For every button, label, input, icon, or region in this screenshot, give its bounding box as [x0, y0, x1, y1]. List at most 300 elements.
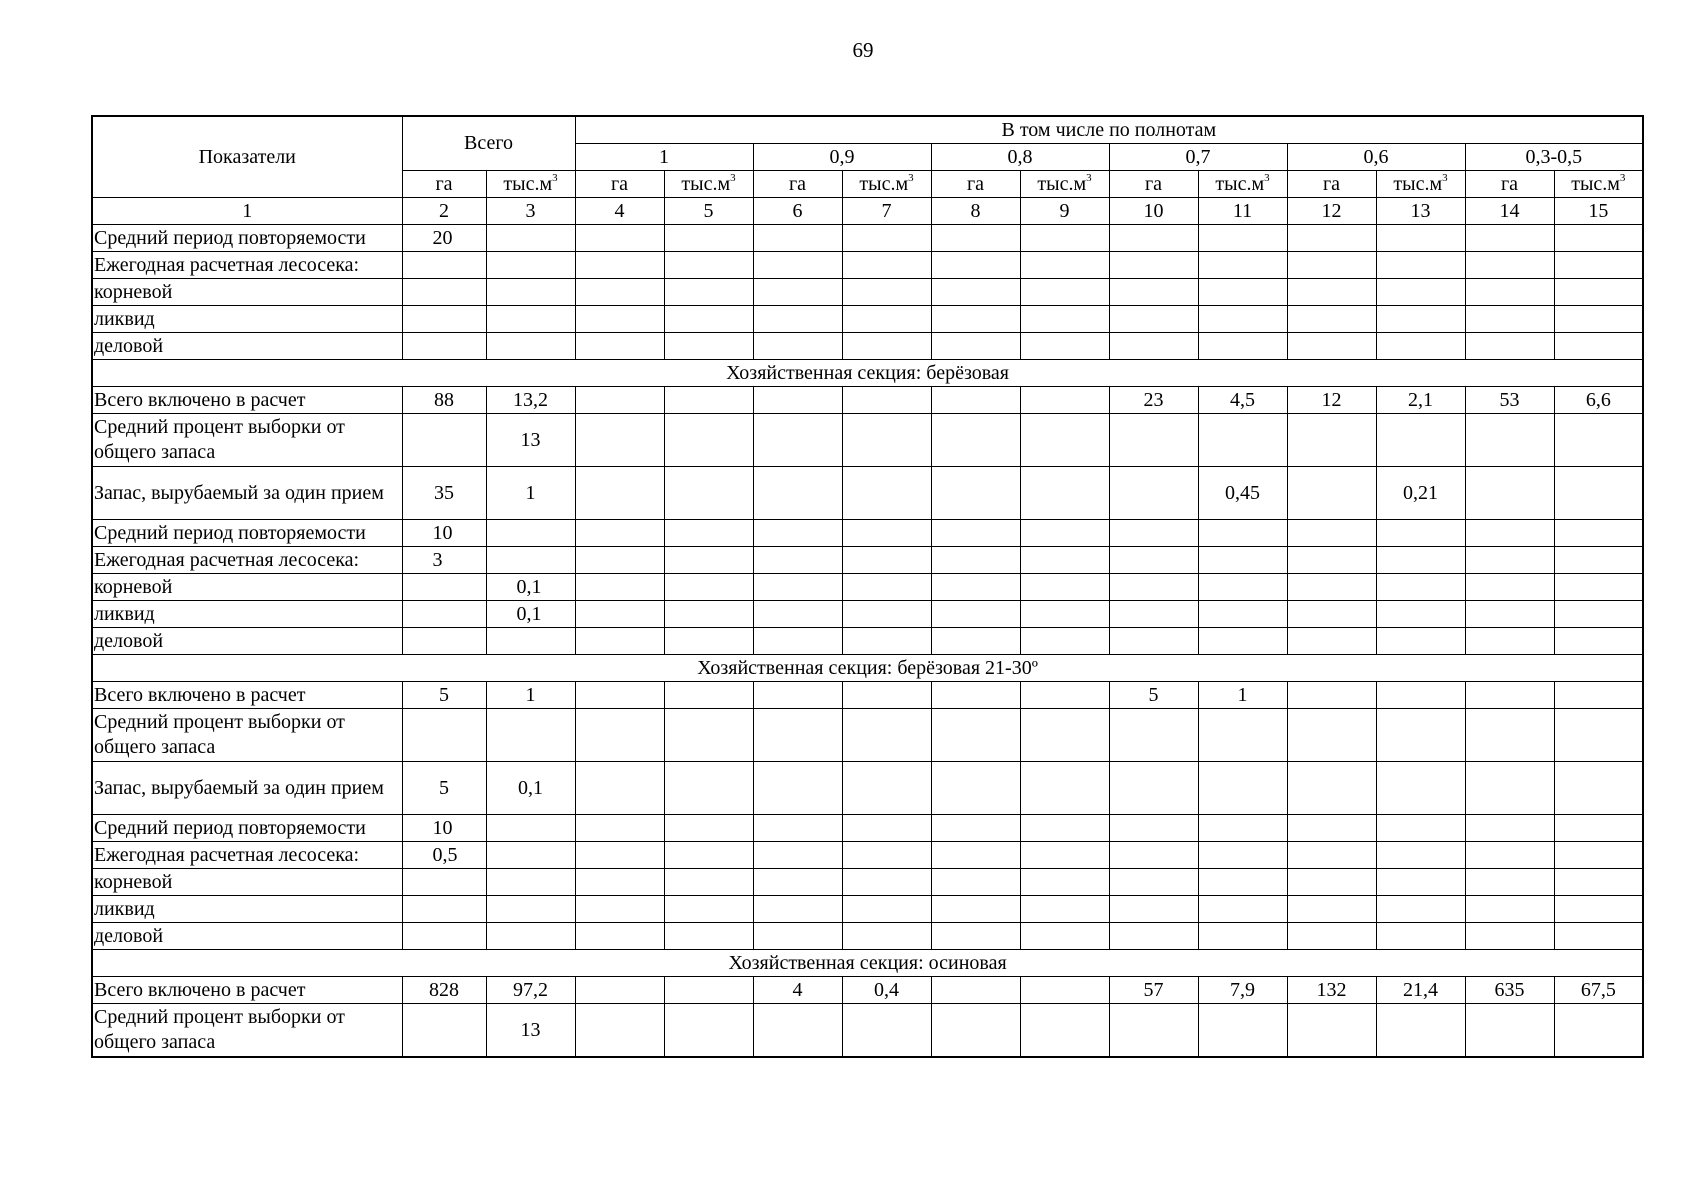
table-cell [753, 896, 842, 923]
column-number: 3 [486, 198, 575, 225]
table-cell: 3 [402, 547, 486, 574]
table-cell [1198, 279, 1287, 306]
unit-volume: $тыс.м^3$ [1376, 171, 1465, 198]
table-cell [1287, 762, 1376, 815]
table-cell [1020, 279, 1109, 306]
table-cell [1109, 896, 1198, 923]
row-label: Средний период повторяемости [92, 815, 402, 842]
table-cell [1465, 762, 1554, 815]
table-header [92, 116, 1643, 225]
table-cell [931, 762, 1020, 815]
table-cell [1198, 601, 1287, 628]
table-cell [1109, 762, 1198, 815]
table-cell [575, 682, 664, 709]
table-cell: 0,45 [1198, 467, 1287, 520]
table-cell [1554, 601, 1643, 628]
table-cell [1376, 574, 1465, 601]
table-cell [931, 601, 1020, 628]
table-cell [575, 896, 664, 923]
table-cell [1198, 520, 1287, 547]
table-cell [1020, 762, 1109, 815]
table-cell [753, 414, 842, 467]
table-cell [753, 279, 842, 306]
table-cell [1465, 520, 1554, 547]
table-cell [664, 279, 753, 306]
table-cell [1465, 682, 1554, 709]
table-cell [842, 815, 931, 842]
table-cell [575, 387, 664, 414]
table-cell: 23 [1109, 387, 1198, 414]
table-cell [1109, 601, 1198, 628]
row-label: деловой [92, 628, 402, 655]
row-label: ликвид [92, 306, 402, 333]
table-cell [1109, 923, 1198, 950]
table-row [92, 520, 1643, 547]
table-cell [1465, 225, 1554, 252]
table-cell: 57 [1109, 977, 1198, 1004]
unit-ha: га [402, 171, 486, 198]
table-cell [1020, 1004, 1109, 1058]
row-label: Ежегодная расчетная лесосека: [92, 842, 402, 869]
table-cell [1198, 333, 1287, 360]
table-cell [1554, 709, 1643, 762]
table-cell [1554, 520, 1643, 547]
column-number-row [92, 198, 1643, 225]
table-cell [664, 1004, 753, 1058]
table-cell [664, 547, 753, 574]
table-cell [1287, 869, 1376, 896]
table-row [92, 547, 1643, 574]
row-label: Всего включено в расчет [92, 977, 402, 1004]
table-cell [664, 467, 753, 520]
table-cell [1554, 842, 1643, 869]
table-cell [486, 547, 575, 574]
table-row [92, 842, 1643, 869]
table-cell [753, 762, 842, 815]
table-cell [664, 601, 753, 628]
table-cell [1465, 1004, 1554, 1058]
table-cell [1554, 574, 1643, 601]
table-cell [1198, 1004, 1287, 1058]
table-cell: 35 [402, 467, 486, 520]
table-cell [575, 923, 664, 950]
table-cell [842, 252, 931, 279]
table-cell [1198, 225, 1287, 252]
table-cell [1287, 252, 1376, 279]
table-cell [664, 842, 753, 869]
table-cell [1465, 414, 1554, 467]
unit-ha: га [1465, 171, 1554, 198]
table-cell [1376, 682, 1465, 709]
table-cell [575, 842, 664, 869]
table-cell [664, 628, 753, 655]
table-cell: 635 [1465, 977, 1554, 1004]
row-label: Всего включено в расчет [92, 682, 402, 709]
table-cell [1465, 815, 1554, 842]
table-cell [1287, 709, 1376, 762]
column-number: 7 [842, 198, 931, 225]
table-cell [1287, 628, 1376, 655]
table-cell [402, 252, 486, 279]
table-cell [1109, 520, 1198, 547]
row-label: ликвид [92, 601, 402, 628]
table-cell [1554, 279, 1643, 306]
table-cell [1376, 279, 1465, 306]
table-cell [1020, 682, 1109, 709]
table-cell [402, 709, 486, 762]
table-cell [931, 842, 1020, 869]
table-cell [1287, 682, 1376, 709]
table-cell [486, 628, 575, 655]
table-cell [931, 574, 1020, 601]
table-cell [1020, 387, 1109, 414]
table-cell [1465, 923, 1554, 950]
table-cell [486, 520, 575, 547]
table-cell [931, 815, 1020, 842]
table-cell [753, 574, 842, 601]
table-cell [1020, 414, 1109, 467]
table-cell [931, 467, 1020, 520]
table-cell [1287, 815, 1376, 842]
table-cell [402, 923, 486, 950]
table-row [92, 414, 1643, 467]
table-cell [1198, 923, 1287, 950]
table-cell [575, 815, 664, 842]
section-row [92, 950, 1643, 977]
table-cell [1376, 225, 1465, 252]
table-cell [486, 333, 575, 360]
table-cell [1287, 306, 1376, 333]
table-cell: 0,1 [486, 574, 575, 601]
table-cell: 132 [1287, 977, 1376, 1004]
table-cell [842, 842, 931, 869]
table-cell [402, 869, 486, 896]
table-cell [1465, 547, 1554, 574]
table-cell: 828 [402, 977, 486, 1004]
table-cell: 0,21 [1376, 467, 1465, 520]
table-cell [1020, 896, 1109, 923]
row-label: ликвид [92, 896, 402, 923]
table-cell [1554, 306, 1643, 333]
table-cell [931, 1004, 1020, 1058]
table-cell [575, 762, 664, 815]
table-cell: 97,2 [486, 977, 575, 1004]
table-cell [1109, 306, 1198, 333]
table-cell [486, 842, 575, 869]
table-cell [1287, 520, 1376, 547]
table-cell [1376, 520, 1465, 547]
table-row [92, 252, 1643, 279]
row-label: Средний период повторяемости [92, 225, 402, 252]
table-cell [753, 709, 842, 762]
table-cell [1198, 547, 1287, 574]
table-cell [842, 601, 931, 628]
table-cell [1109, 279, 1198, 306]
table-cell [1376, 601, 1465, 628]
table-cell [1554, 333, 1643, 360]
table-cell [1020, 467, 1109, 520]
table-cell [842, 387, 931, 414]
table-row [92, 628, 1643, 655]
table-cell [1554, 225, 1643, 252]
table-cell [1465, 279, 1554, 306]
table-cell [1376, 414, 1465, 467]
table-cell: 12 [1287, 387, 1376, 414]
table-cell [753, 225, 842, 252]
table-cell [1287, 601, 1376, 628]
table-cell [1020, 225, 1109, 252]
table-cell [1109, 225, 1198, 252]
table-cell [1376, 252, 1465, 279]
table-cell [842, 628, 931, 655]
row-label: Средний период повторяемости [92, 520, 402, 547]
table-cell [842, 414, 931, 467]
table-cell [1465, 306, 1554, 333]
table-cell [1109, 333, 1198, 360]
table-cell [664, 762, 753, 815]
table-cell [1198, 628, 1287, 655]
table-cell [931, 252, 1020, 279]
table-cell [575, 977, 664, 1004]
table-cell: 10 [402, 520, 486, 547]
table-cell [1287, 467, 1376, 520]
table-row [92, 333, 1643, 360]
column-number: 6 [753, 198, 842, 225]
table-cell [931, 977, 1020, 1004]
table-cell [486, 225, 575, 252]
table-cell [931, 896, 1020, 923]
table-row [92, 869, 1643, 896]
table-cell [1376, 1004, 1465, 1058]
table-cell [575, 574, 664, 601]
table-cell [1109, 574, 1198, 601]
table-cell [1020, 628, 1109, 655]
table-cell [1376, 709, 1465, 762]
row-label: Ежегодная расчетная лесосека: [92, 547, 402, 574]
table-cell [931, 279, 1020, 306]
table-cell [1109, 842, 1198, 869]
table-cell [1109, 815, 1198, 842]
table-cell [842, 869, 931, 896]
table-cell [1376, 923, 1465, 950]
table-cell: 0,5 [402, 842, 486, 869]
table-cell: 2,1 [1376, 387, 1465, 414]
table-cell [1287, 414, 1376, 467]
table-row [92, 387, 1643, 414]
section-title: Хозяйственная секция: осиновая [92, 950, 1643, 977]
table-cell [575, 547, 664, 574]
table-cell [931, 628, 1020, 655]
table-cell [664, 414, 753, 467]
table-cell [1465, 869, 1554, 896]
table-cell [1465, 896, 1554, 923]
table-cell [575, 414, 664, 467]
table-cell [664, 869, 753, 896]
table-row [92, 574, 1643, 601]
table-cell [1554, 896, 1643, 923]
table-cell [486, 306, 575, 333]
table-cell: 0,1 [486, 762, 575, 815]
table-cell [753, 815, 842, 842]
table-cell [753, 333, 842, 360]
table-cell [664, 709, 753, 762]
table-row [92, 225, 1643, 252]
table-cell [842, 574, 931, 601]
table-cell [1020, 601, 1109, 628]
table-cell [931, 923, 1020, 950]
density-header: 0,8 [931, 144, 1109, 171]
table-cell: 10 [402, 815, 486, 842]
table-cell [753, 869, 842, 896]
table-cell: 88 [402, 387, 486, 414]
table-row [92, 815, 1643, 842]
table-cell: 0,1 [486, 601, 575, 628]
table-cell [1198, 306, 1287, 333]
table-cell [402, 574, 486, 601]
table-cell [842, 923, 931, 950]
table-cell [842, 709, 931, 762]
table-cell [1376, 842, 1465, 869]
table-cell [664, 574, 753, 601]
table-cell [1109, 709, 1198, 762]
table-cell [1020, 869, 1109, 896]
column-number: 11 [1198, 198, 1287, 225]
table-cell [931, 225, 1020, 252]
column-number: 10 [1109, 198, 1198, 225]
table-cell: 0,4 [842, 977, 931, 1004]
table-cell [1554, 1004, 1643, 1058]
unit-volume: $тыс.м^3$ [842, 171, 931, 198]
section-title: Хозяйственная секция: берёзовая 21-30º [92, 655, 1643, 682]
indicators-header: Показатели [92, 116, 402, 198]
table-cell [1109, 547, 1198, 574]
table-cell: 20 [402, 225, 486, 252]
unit-volume: $тыс.м^3$ [486, 171, 575, 198]
table-cell [1020, 923, 1109, 950]
table-cell [1554, 252, 1643, 279]
table-cell [575, 869, 664, 896]
unit-volume: $тыс.м^3$ [664, 171, 753, 198]
table-cell [575, 601, 664, 628]
table-cell [1554, 923, 1643, 950]
table-cell [1554, 815, 1643, 842]
table-cell [1554, 682, 1643, 709]
row-label: корневой [92, 279, 402, 306]
table-cell [1554, 762, 1643, 815]
table-cell [402, 414, 486, 467]
column-number: 14 [1465, 198, 1554, 225]
table-cell [664, 306, 753, 333]
table-cell [1287, 842, 1376, 869]
row-label: Средний процент выборки от общего запаса [92, 414, 402, 467]
table-cell [575, 306, 664, 333]
table-row [92, 467, 1643, 520]
table-cell [1376, 896, 1465, 923]
table-cell [753, 306, 842, 333]
table-cell [486, 709, 575, 762]
table-row [92, 601, 1643, 628]
table-cell [402, 628, 486, 655]
table-cell: 6,6 [1554, 387, 1643, 414]
table-row [92, 762, 1643, 815]
unit-volume: $тыс.м^3$ [1198, 171, 1287, 198]
table-cell [1198, 869, 1287, 896]
unit-ha: га [753, 171, 842, 198]
table-cell [1198, 252, 1287, 279]
table-cell [1287, 1004, 1376, 1058]
table-cell [1376, 628, 1465, 655]
table-cell [1554, 414, 1643, 467]
table-cell [1287, 896, 1376, 923]
table-cell [402, 333, 486, 360]
page-number: 69 [852, 38, 874, 62]
table-row [92, 709, 1643, 762]
table-cell [1020, 815, 1109, 842]
total-header: Всего [402, 116, 575, 171]
table-cell: 4 [753, 977, 842, 1004]
unit-ha: га [1287, 171, 1376, 198]
table-cell [575, 225, 664, 252]
table-cell [402, 1004, 486, 1058]
table-cell [1376, 333, 1465, 360]
table-cell [1376, 869, 1465, 896]
unit-volume: $тыс.м^3$ [1554, 171, 1643, 198]
table-cell [753, 682, 842, 709]
table-cell [575, 467, 664, 520]
unit-ha: га [931, 171, 1020, 198]
column-number: 8 [931, 198, 1020, 225]
table-cell [842, 306, 931, 333]
table-cell [575, 709, 664, 762]
table-cell [753, 387, 842, 414]
table-cell [1109, 1004, 1198, 1058]
table-cell [402, 601, 486, 628]
table-cell: 1 [486, 467, 575, 520]
table-cell [575, 520, 664, 547]
table-cell [842, 896, 931, 923]
table-cell [1287, 279, 1376, 306]
table-cell [1109, 628, 1198, 655]
row-label: Ежегодная расчетная лесосека: [92, 252, 402, 279]
table-cell: 53 [1465, 387, 1554, 414]
table-cell [486, 869, 575, 896]
row-label: Средний процент выборки от общего запаса [92, 709, 402, 762]
column-number: 5 [664, 198, 753, 225]
table-cell [664, 896, 753, 923]
table-row [92, 306, 1643, 333]
table-cell [664, 252, 753, 279]
table-cell [1020, 520, 1109, 547]
table-cell [664, 520, 753, 547]
table-cell [664, 682, 753, 709]
table-cell [1198, 842, 1287, 869]
table-cell [664, 977, 753, 1004]
table-cell [1465, 842, 1554, 869]
table-cell [1020, 333, 1109, 360]
table-row [92, 977, 1643, 1004]
table-cell [1287, 225, 1376, 252]
table-cell [402, 306, 486, 333]
table-cell: 4,5 [1198, 387, 1287, 414]
table-cell: 67,5 [1554, 977, 1643, 1004]
table-cell [1287, 333, 1376, 360]
unit-ha: га [575, 171, 664, 198]
section-row [92, 655, 1643, 682]
density-header: 0,3-0,5 [1465, 144, 1643, 171]
table-row [92, 896, 1643, 923]
table-cell [1198, 815, 1287, 842]
table-cell [842, 279, 931, 306]
